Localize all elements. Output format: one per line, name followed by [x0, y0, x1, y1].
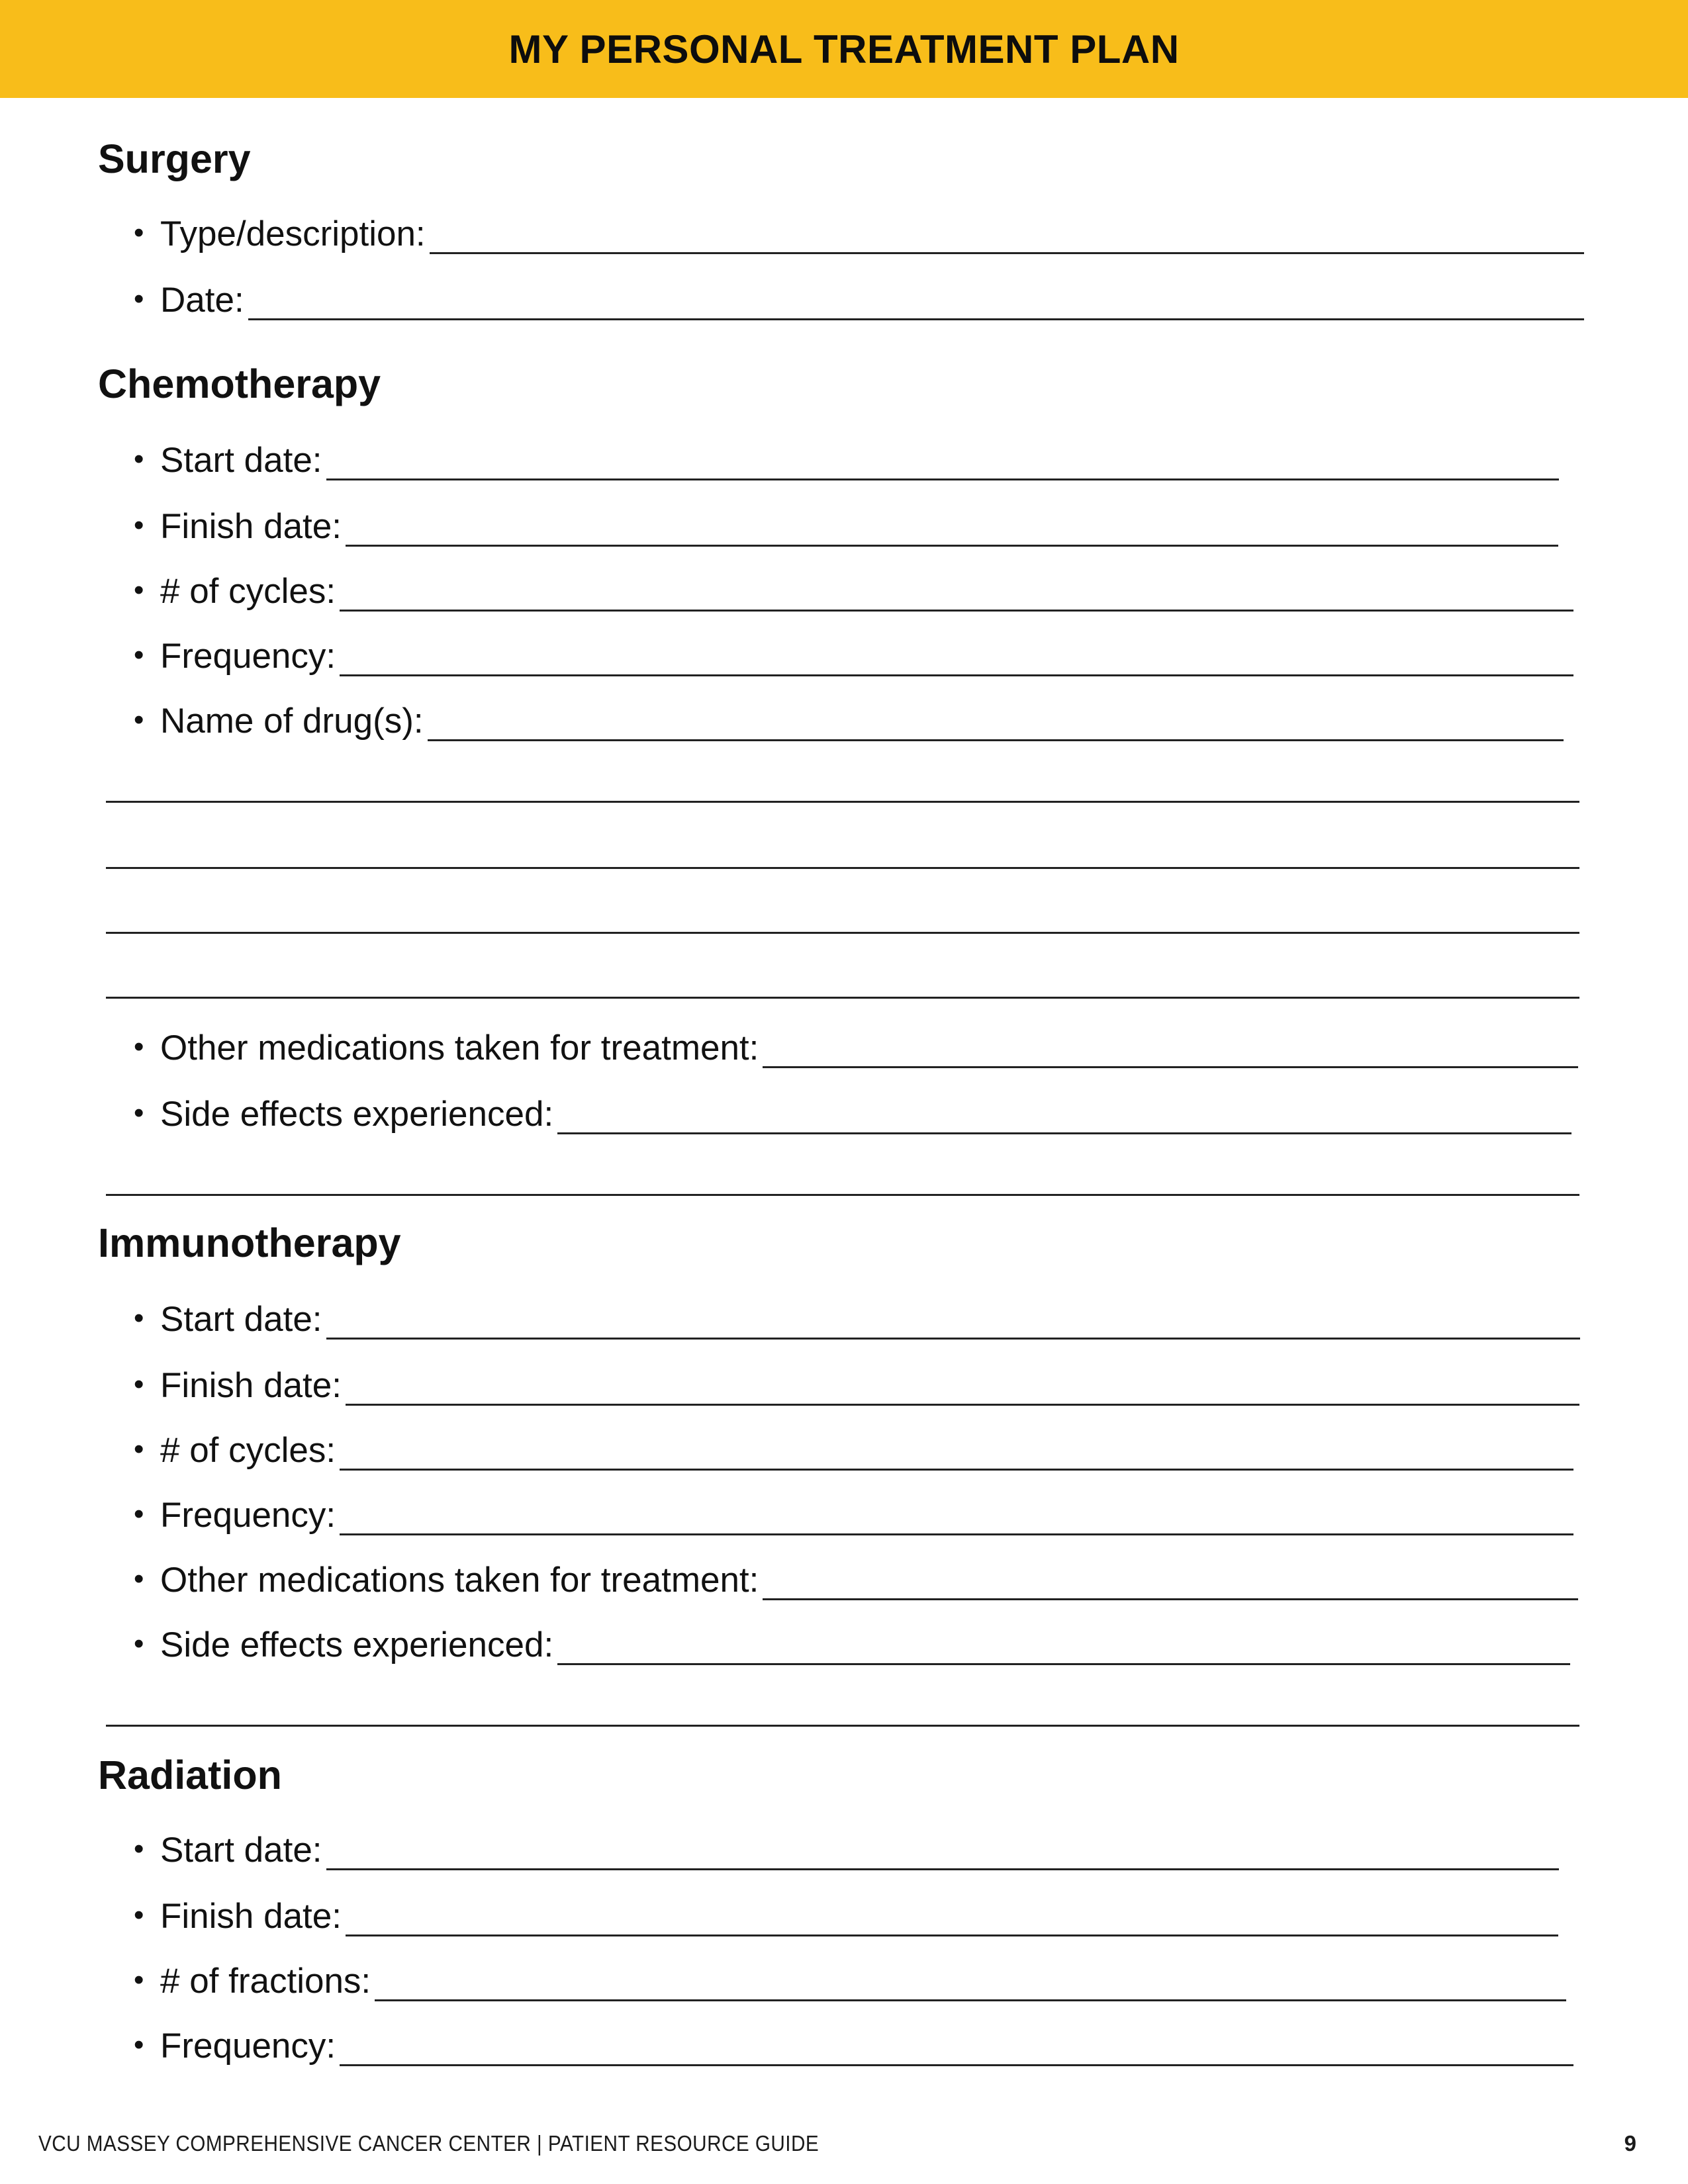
- footer-text: VCU MASSEY COMPREHENSIVE CANCER CENTER | PATIENT RESOURCE GUIDE: [38, 2131, 820, 2156]
- field-immuno-cycles[interactable]: [134, 1427, 1573, 1473]
- write-in-line-full[interactable]: [106, 997, 1579, 999]
- bullet: •: [134, 1097, 144, 1129]
- field-chemo-side-effects[interactable]: [134, 1091, 1571, 1137]
- write-in-line[interactable]: [340, 674, 1573, 676]
- field-label: Frequency:: [160, 1496, 336, 1535]
- write-in-line-full[interactable]: [106, 801, 1579, 803]
- bullet: •: [134, 1563, 144, 1595]
- write-in-line[interactable]: [763, 1066, 1578, 1068]
- field-surgery-type[interactable]: [134, 210, 1584, 257]
- field-immuno-side-effects[interactable]: [134, 1621, 1570, 1668]
- field-label: Other medications taken for treatment:: [160, 1028, 759, 1068]
- field-label: Start date:: [160, 441, 322, 480]
- write-in-line[interactable]: [375, 1999, 1566, 2001]
- field-label: Date:: [160, 281, 244, 320]
- field-chemo-drugs[interactable]: [134, 698, 1564, 744]
- write-in-line[interactable]: [340, 2064, 1573, 2066]
- write-in-line[interactable]: [346, 1403, 1579, 1406]
- field-surgery-date[interactable]: [134, 277, 1584, 323]
- write-in-line[interactable]: [248, 318, 1584, 320]
- field-radiation-frequency[interactable]: [134, 2023, 1573, 2069]
- section-title-radiation: Radiation: [98, 1752, 282, 1797]
- field-label: Type/description:: [160, 214, 426, 253]
- write-in-line-full[interactable]: [106, 1194, 1579, 1196]
- section-title-surgery: Surgery: [98, 136, 251, 181]
- write-in-line[interactable]: [557, 1662, 1570, 1665]
- page-number: 9: [1624, 2131, 1636, 2156]
- field-chemo-frequency[interactable]: [134, 633, 1573, 679]
- header-banner: [0, 0, 1688, 98]
- field-radiation-start-date[interactable]: [134, 1827, 1559, 1873]
- field-label: Start date:: [160, 1300, 322, 1339]
- bullet: •: [134, 1302, 144, 1334]
- write-in-line-full[interactable]: [106, 932, 1579, 934]
- bullet: •: [134, 1899, 144, 1931]
- field-label: # of cycles:: [160, 1431, 336, 1470]
- field-label: # of cycles:: [160, 572, 336, 611]
- field-chemo-other-medications[interactable]: [134, 1024, 1578, 1071]
- write-in-line[interactable]: [340, 1468, 1573, 1471]
- field-immuno-finish-date[interactable]: [134, 1362, 1579, 1408]
- field-immuno-other-medications[interactable]: [134, 1557, 1578, 1603]
- field-label: # of fractions:: [160, 1962, 371, 2001]
- field-label: Frequency:: [160, 2026, 336, 2066]
- bullet: •: [134, 1030, 144, 1063]
- field-chemo-cycles[interactable]: [134, 568, 1573, 614]
- bullet: •: [134, 1964, 144, 1996]
- write-in-line[interactable]: [557, 1132, 1571, 1134]
- bullet: •: [134, 574, 144, 606]
- bullet: •: [134, 443, 144, 475]
- bullet: •: [134, 216, 144, 249]
- field-label: Finish date:: [160, 1897, 342, 1936]
- field-immuno-frequency[interactable]: [134, 1492, 1573, 1538]
- field-chemo-start-date[interactable]: [134, 437, 1559, 483]
- write-in-line[interactable]: [326, 1337, 1580, 1340]
- bullet: •: [134, 1368, 144, 1400]
- field-label: Other medications taken for treatment:: [160, 1561, 759, 1600]
- bullet: •: [134, 2028, 144, 2061]
- write-in-line[interactable]: [346, 1934, 1558, 1936]
- bullet: •: [134, 1833, 144, 1865]
- field-label: Finish date:: [160, 1366, 342, 1405]
- section-title-immunotherapy: Immunotherapy: [98, 1220, 401, 1265]
- field-label: Side effects experienced:: [160, 1625, 554, 1664]
- write-in-line[interactable]: [763, 1598, 1578, 1600]
- write-in-line-full[interactable]: [106, 1725, 1579, 1727]
- write-in-line[interactable]: [326, 1868, 1559, 1870]
- field-label: Frequency:: [160, 637, 336, 676]
- write-in-line[interactable]: [326, 478, 1559, 480]
- write-in-line[interactable]: [428, 739, 1564, 741]
- field-radiation-finish-date[interactable]: [134, 1893, 1558, 1939]
- bullet: •: [134, 283, 144, 315]
- field-radiation-fractions[interactable]: [134, 1958, 1566, 2004]
- section-title-chemotherapy: Chemotherapy: [98, 361, 381, 406]
- write-in-line[interactable]: [430, 251, 1584, 254]
- field-label: Finish date:: [160, 507, 342, 546]
- write-in-line[interactable]: [340, 1533, 1573, 1535]
- write-in-line[interactable]: [346, 544, 1558, 547]
- bullet: •: [134, 639, 144, 671]
- bullet: •: [134, 1433, 144, 1465]
- field-chemo-finish-date[interactable]: [134, 503, 1558, 549]
- field-label: Side effects experienced:: [160, 1095, 554, 1134]
- page-title: MY PERSONAL TREATMENT PLAN: [508, 26, 1180, 71]
- write-in-line-full[interactable]: [106, 867, 1579, 869]
- write-in-line[interactable]: [340, 609, 1573, 612]
- bullet: •: [134, 704, 144, 736]
- field-immuno-start-date[interactable]: [134, 1296, 1580, 1342]
- bullet: •: [134, 509, 144, 541]
- field-label: Name of drug(s):: [160, 702, 424, 741]
- bullet: •: [134, 1498, 144, 1530]
- field-label: Start date:: [160, 1831, 322, 1870]
- bullet: •: [134, 1627, 144, 1660]
